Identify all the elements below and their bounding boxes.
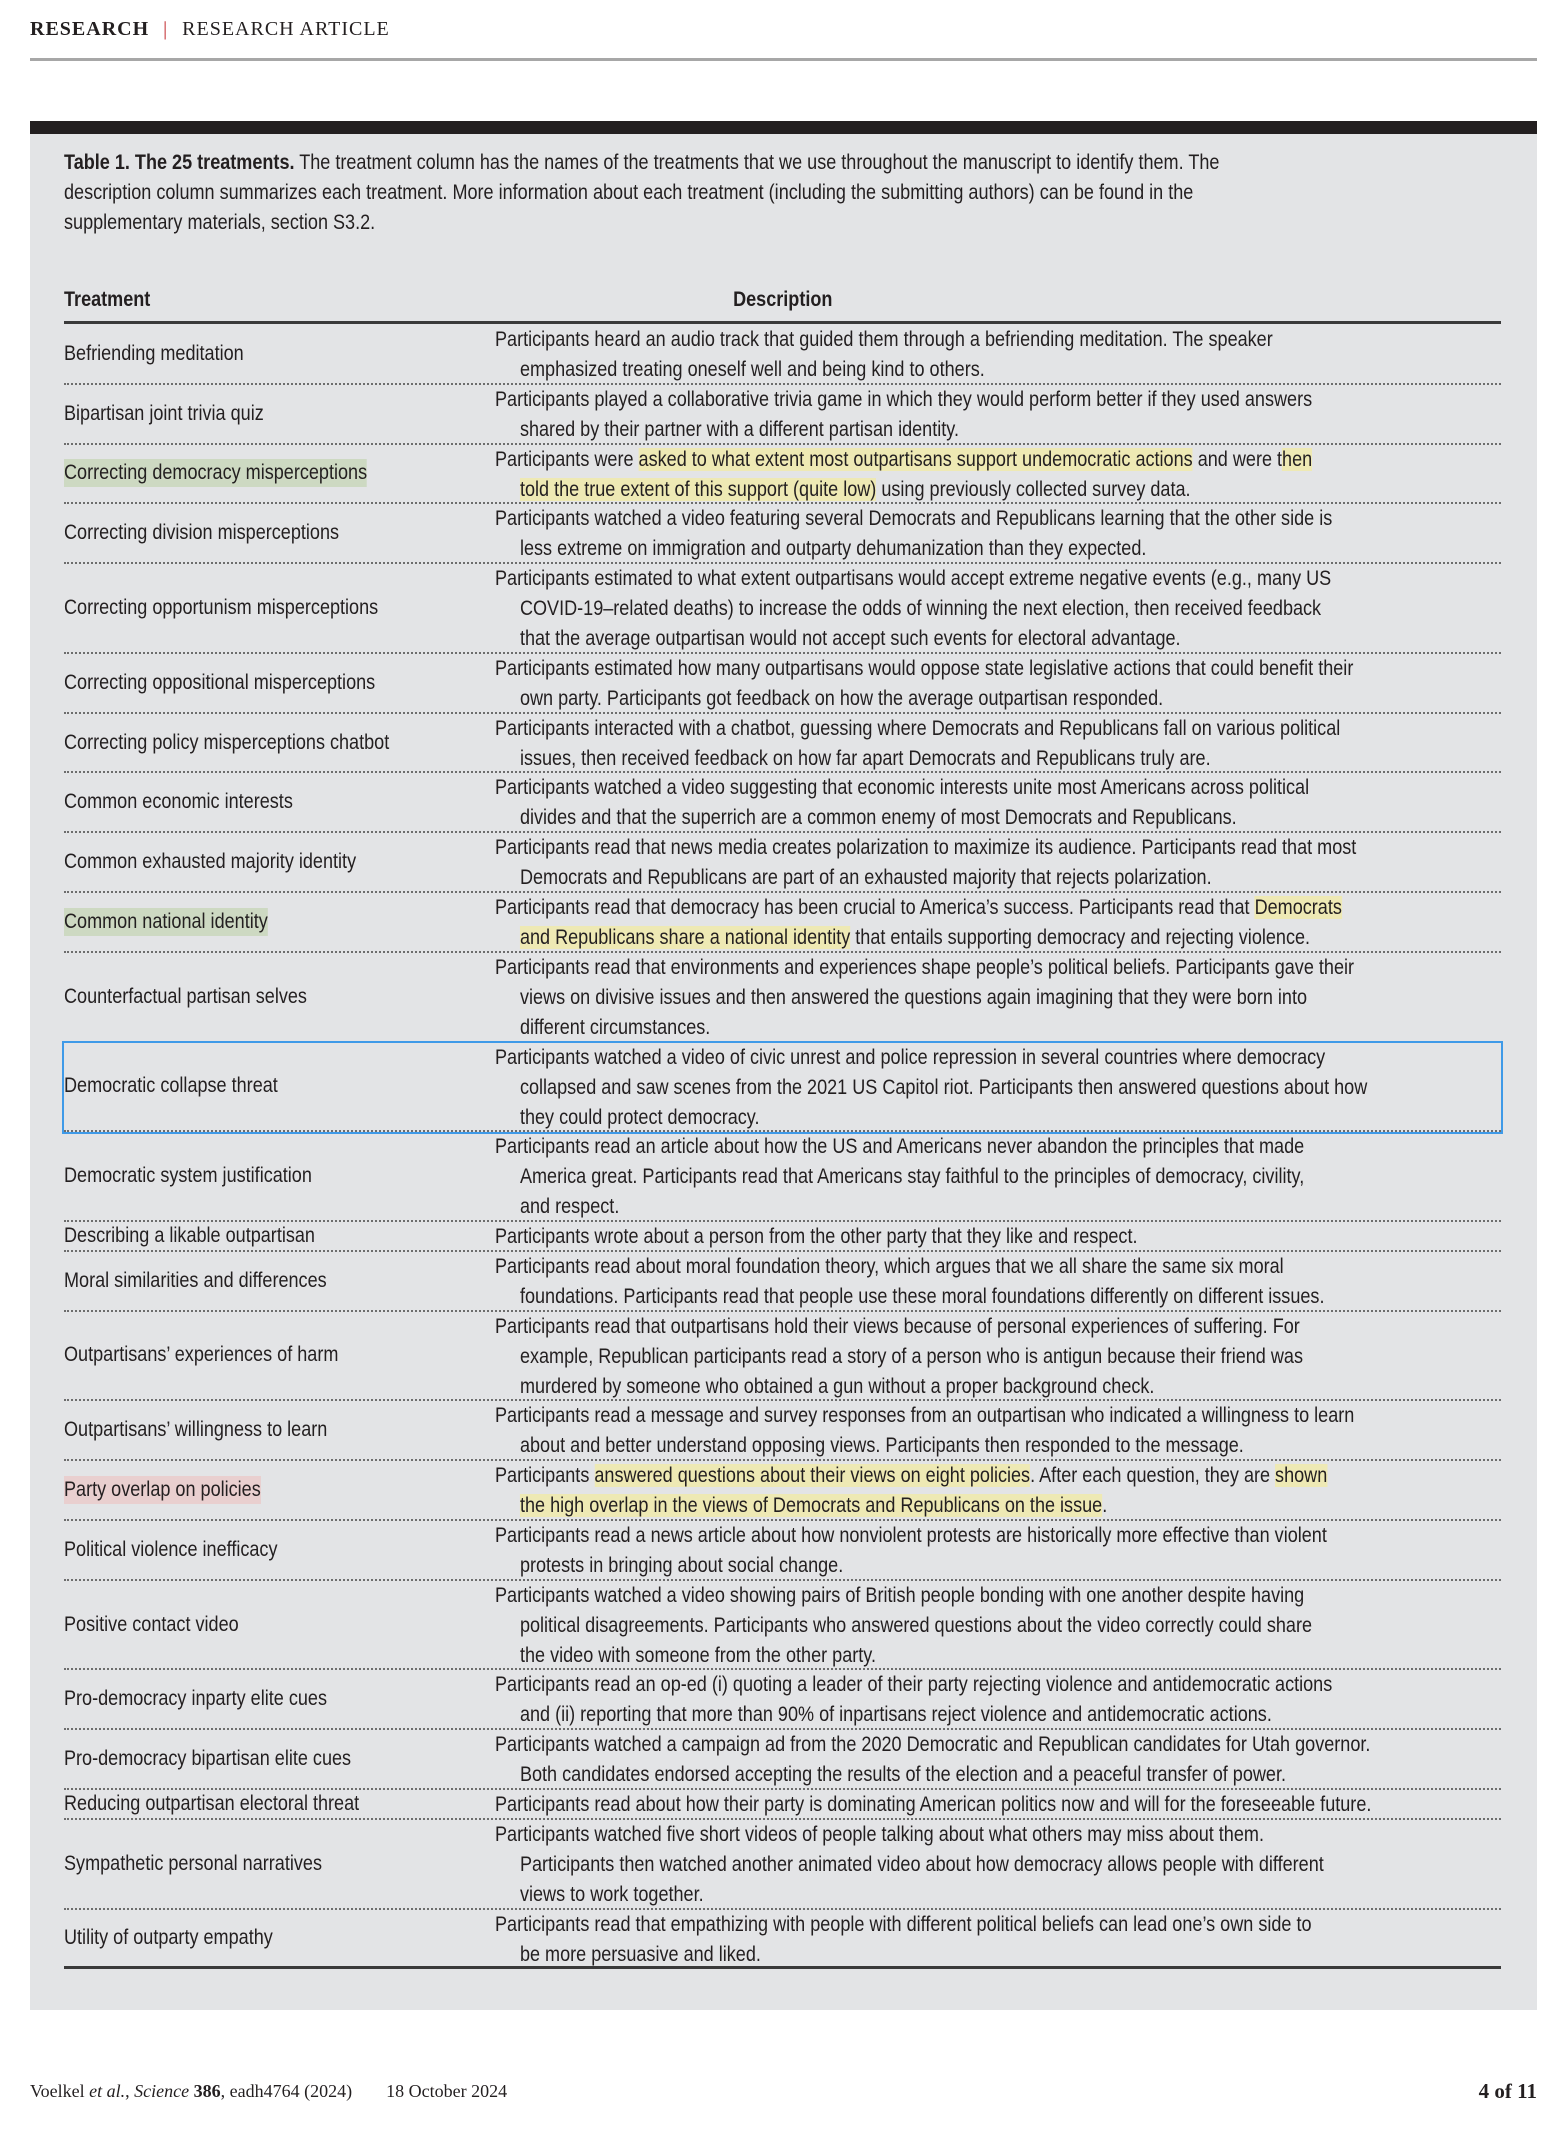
description-text: they could protect democracy. [519, 1105, 760, 1129]
description-line [495, 385, 1360, 415]
citation-footer [30, 2081, 507, 2102]
treatment-name: Party overlap on policies [64, 1476, 261, 1504]
description-line [495, 744, 1360, 774]
caption-title: Table 1. The 25 treatments. [64, 151, 295, 174]
treatment-name: Pro-democracy bipartisan elite cues [64, 1747, 352, 1771]
description-text: Participants interacted with a chatbot, guessing where Democrats and Republicans fall on various political [495, 716, 1341, 740]
table-row[interactable] [64, 1521, 1501, 1581]
description-text: Participants read about moral foundation theory, which argues that we all share the same six moral [495, 1254, 1284, 1278]
treatment-description [495, 1252, 1501, 1312]
description-line [495, 1073, 1368, 1103]
description-line [495, 863, 1360, 893]
description-text: Participants read that democracy has been crucial to America’s success. Participants read that [495, 896, 1255, 920]
description-line [495, 923, 1360, 953]
table-top-bar [30, 121, 1537, 134]
table-row[interactable] [64, 1820, 1501, 1910]
description-line [495, 1820, 1360, 1850]
description-line [495, 1670, 1360, 1700]
description-line [495, 325, 1360, 355]
highlighted-text: hen [1282, 447, 1313, 471]
highlighted-text: the high overlap in the views of Democrats and Republicans on the issue [519, 1494, 1103, 1518]
description-text: . [1102, 1494, 1108, 1518]
treatment-description [495, 325, 1501, 385]
treatment-description [495, 1312, 1501, 1402]
description-text: Participants then watched another animated video about how democracy allows people with different [519, 1852, 1324, 1876]
description-line [495, 1342, 1360, 1372]
description-text: Participants read a message and survey responses from an outpartisan who indicated a willingness to learn [495, 1404, 1355, 1428]
description-line [495, 1760, 1360, 1790]
table-row[interactable] [64, 1730, 1501, 1790]
description-line [495, 1043, 1360, 1073]
description-line [495, 475, 1360, 505]
treatment-name: Utility of outparty empathy [64, 1925, 273, 1949]
treatment-description [495, 504, 1501, 564]
table-row[interactable] [64, 504, 1501, 564]
description-text: Participants watched five short videos of people talking about what others may miss about them. [495, 1822, 1264, 1846]
treatment-description [495, 1581, 1501, 1671]
header-separator: | [163, 18, 169, 40]
description-line [495, 1700, 1360, 1730]
description-line [495, 594, 1360, 624]
description-text: Participants watched a video of civic unrest and police repression in several countries where democracy [495, 1045, 1326, 1069]
treatments-table-body [64, 325, 1501, 1969]
highlighted-text: asked to what extent most outpartisans support undemocratic actions [638, 447, 1193, 471]
description-text: Participants [495, 1464, 595, 1488]
treatment-description [495, 1461, 1501, 1521]
table-row[interactable] [64, 564, 1501, 654]
description-line [495, 833, 1360, 863]
description-text: own party. Participants got feedback on how the average outpartisan responded. [519, 686, 1164, 710]
description-text: issues, then received feedback on how far apart Democrats and Republicans truly are. [519, 746, 1211, 770]
description-text: Participants estimated how many outpartisans would oppose state legislative actions that could benefit their [495, 656, 1354, 680]
page-number: 4 of 11 [1478, 2079, 1537, 2103]
table-row[interactable] [64, 385, 1501, 445]
description-line [495, 893, 1360, 923]
description-text: foundations. Participants read that people use these moral foundations differently on different issues. [519, 1284, 1325, 1308]
description-text: Both candidates endorsed accepting the results of the election and a peaceful transfer of power. [519, 1763, 1286, 1787]
description-text: divides and that the superrich are a common enemy of most Democrats and Republicans. [519, 806, 1237, 830]
section-label: RESEARCH [30, 18, 150, 40]
description-line [495, 445, 1360, 475]
description-text: Participants read that empathizing with people with different political beliefs can lead one’s own side to [495, 1912, 1312, 1936]
treatment-name: Democratic system justification [64, 1164, 312, 1188]
treatment-name: Bipartisan joint trivia quiz [64, 401, 264, 425]
treatment-description [495, 1132, 1501, 1222]
table-row[interactable] [64, 325, 1501, 385]
description-text: and (ii) reporting that more than 90% of inpartisans reject violence and antidemocratic actions. [519, 1703, 1272, 1727]
highlighted-text: Democrats [1254, 896, 1342, 920]
table-row[interactable] [64, 1252, 1501, 1312]
treatment-description [495, 1910, 1501, 1970]
description-text: COVID-19–related deaths) to increase the odds of winning the next election, then received feedback [519, 597, 1322, 621]
table-row[interactable] [64, 1910, 1501, 1970]
description-text: Participants read that environments and experiences shape people’s political beliefs. Participants gave their [495, 955, 1355, 979]
description-line [495, 624, 1360, 654]
table-row[interactable] [64, 1790, 1501, 1820]
description-line [495, 1581, 1360, 1611]
description-text: Participants read that news media creates polarization to maximize its audience. Participants read that most [495, 836, 1357, 860]
description-text: Participants wrote about a person from the other party that they like and respect. [495, 1224, 1138, 1248]
treatment-description [495, 893, 1501, 953]
treatment-description [495, 1521, 1501, 1581]
table-row[interactable] [64, 445, 1501, 505]
table-row[interactable] [64, 1043, 1501, 1133]
table-row[interactable] [64, 654, 1501, 714]
description-text: Participants heard an audio track that guided them through a befriending meditation. The speaker [495, 328, 1273, 351]
caption-line: The treatment column has the names of the treatments that we use throughout the manuscript to identify them. The [294, 151, 1220, 174]
description-line [495, 1850, 1360, 1880]
description-text: Participants watched a video showing pairs of British people bonding with one another despite having [495, 1583, 1305, 1607]
description-line [495, 953, 1360, 983]
description-text: example, Republican participants read a story of a person who is antigun because their friend was [519, 1344, 1303, 1368]
description-line [495, 504, 1360, 534]
table-row[interactable] [64, 893, 1501, 953]
description-text: Democrats and Republicans are part of an exhausted majority that rejects polarization. [519, 866, 1212, 890]
description-text: different circumstances. [519, 1015, 711, 1039]
description-text: Participants read that outpartisans hold their views because of personal experiences of suffering. For [495, 1314, 1300, 1338]
description-line [495, 1252, 1360, 1282]
publication-date: 18 October 2024 [386, 2081, 508, 2101]
treatment-description [495, 773, 1501, 833]
table-row[interactable] [64, 1670, 1501, 1730]
description-line [495, 1611, 1360, 1641]
description-text: and were t [1192, 447, 1283, 471]
treatment-description [495, 1790, 1501, 1820]
treatment-description [495, 953, 1501, 1043]
treatment-description [495, 654, 1501, 714]
table-row[interactable] [64, 953, 1501, 1043]
description-line [495, 983, 1360, 1013]
highlighted-text: and Republicans share a national identity [519, 926, 851, 950]
description-line [495, 1431, 1360, 1461]
treatment-description [495, 1670, 1501, 1730]
treatment-description [495, 714, 1501, 774]
description-line [495, 1192, 1360, 1222]
description-text: murdered by someone who obtained a gun without a proper background check. [519, 1374, 1155, 1398]
treatment-name: Correcting democracy misperceptions [64, 459, 367, 487]
running-header [30, 18, 390, 41]
description-text: Participants read an article about how the US and Americans never abandon the principles that made [495, 1135, 1305, 1159]
table-row[interactable] [64, 1401, 1501, 1461]
description-line [495, 1372, 1360, 1402]
caption-line: supplementary materials, section S3.2. [64, 211, 376, 234]
description-text: that entails supporting democracy and rejecting violence. [850, 926, 1311, 950]
description-text: . After each question, they are [1030, 1464, 1276, 1488]
table-row[interactable] [64, 773, 1501, 833]
description-line [495, 355, 1360, 385]
description-text: Participants played a collaborative trivia game in which they would perform better if they used answers [495, 387, 1313, 411]
description-line [495, 773, 1360, 803]
description-line [495, 1641, 1360, 1671]
treatment-name: Political violence inefficacy [64, 1537, 278, 1561]
treatment-description [495, 1730, 1501, 1790]
description-line [495, 714, 1360, 744]
description-text: the video with someone from the other party. [519, 1643, 876, 1667]
description-line [495, 1730, 1371, 1760]
description-text: views on divisive issues and then answered the questions again imagining that they were born into [519, 985, 1308, 1009]
description-text: shared by their partner with a different partisan identity. [519, 417, 959, 441]
description-line [495, 1521, 1360, 1551]
description-line [495, 1013, 1360, 1043]
description-line [495, 1312, 1360, 1342]
treatment-name: Common national identity [64, 908, 268, 936]
description-text: protests in bringing about social change. [519, 1553, 844, 1577]
description-line [495, 1940, 1360, 1970]
description-text: using previously collected survey data. [876, 477, 1191, 501]
description-text: that the average outpartisan would not accept such events for electoral advantage. [519, 627, 1181, 651]
description-text: America great. Participants read that Americans stay faithful to the principles of democracy, civility, [519, 1165, 1305, 1189]
treatment-description [495, 1820, 1501, 1910]
treatment-name: Sympathetic personal narratives [64, 1851, 322, 1875]
treatment-name: Correcting policy misperceptions chatbot [64, 730, 390, 754]
description-text: Participants read about how their party is dominating American politics now and will for the foreseeable future. [495, 1792, 1372, 1816]
treatment-name: Befriending meditation [64, 341, 244, 365]
description-text: emphasized treating oneself well and being kind to others. [519, 358, 985, 381]
treatment-description [495, 1043, 1501, 1133]
citation: Voelkel et al., Science 386, eadh4764 (2024) [30, 2081, 353, 2101]
table-row[interactable] [64, 1312, 1501, 1402]
table-row[interactable] [64, 1581, 1501, 1671]
description-line [495, 1880, 1360, 1910]
description-text: Participants read a news article about how nonviolent protests are historically more effective than violent [495, 1523, 1327, 1547]
highlighted-text: told the true extent of this support (quite low) [519, 477, 877, 501]
description-text: Participants watched a video featuring several Democrats and Republicans learning that the other side is [495, 507, 1333, 531]
description-line [495, 1910, 1360, 1940]
description-line [495, 1103, 1360, 1133]
description-line [495, 564, 1360, 594]
table-row[interactable] [64, 1461, 1501, 1521]
table-caption [64, 148, 1500, 238]
treatment-name: Democratic collapse threat [64, 1074, 278, 1098]
treatment-name: Correcting division misperceptions [64, 521, 340, 545]
table-row[interactable] [64, 714, 1501, 774]
column-header-treatment: Treatment [64, 288, 151, 311]
description-text: Participants watched a video suggesting that economic interests unite most Americans across political [495, 776, 1310, 800]
highlighted-text: answered questions about their views on eight policies [594, 1464, 1031, 1488]
description-line [495, 1461, 1360, 1491]
description-text: political disagreements. Participants who answered questions about the video correctly could share [519, 1613, 1313, 1637]
description-text: and respect. [519, 1195, 620, 1219]
description-line [495, 1790, 1372, 1820]
table-row[interactable] [64, 1132, 1501, 1222]
description-text: be more persuasive and liked. [519, 1942, 761, 1966]
description-line [495, 1551, 1360, 1581]
description-line [495, 1132, 1360, 1162]
treatment-description [495, 445, 1501, 505]
column-header-description: Description [732, 288, 833, 311]
subsection-label: RESEARCH ARTICLE [182, 18, 390, 40]
description-text: about and better understand opposing views. Participants then responded to the message. [519, 1434, 1244, 1458]
description-text: less extreme on immigration and outparty dehumanization than they expected. [519, 537, 1147, 561]
treatment-name: Correcting opportunism misperceptions [64, 596, 379, 620]
description-text: views to work together. [519, 1882, 704, 1906]
description-text: collapsed and saw scenes from the 2021 US Capitol riot. Participants then answered questions about how [519, 1075, 1368, 1099]
treatment-name: Moral similarities and differences [64, 1268, 327, 1292]
description-text: Participants watched a campaign ad from the 2020 Democratic and Republican candidates for Utah governor. [495, 1733, 1371, 1757]
description-line [495, 1491, 1360, 1521]
table-row[interactable] [64, 833, 1501, 893]
caption-line: description column summarizes each treatment. More information about each treatment (including the submitting authors) can be found in the [64, 181, 1194, 204]
table-row[interactable] [64, 1222, 1501, 1252]
treatment-name: Positive contact video [64, 1612, 239, 1636]
table-header [64, 288, 1501, 322]
description-line [495, 654, 1360, 684]
highlighted-text: shown [1275, 1464, 1328, 1488]
description-text: Participants were [495, 447, 639, 471]
treatment-name: Describing a likable outpartisan [64, 1223, 315, 1247]
description-line [495, 1282, 1360, 1312]
treatment-name: Common exhausted majority identity [64, 850, 357, 874]
treatment-description [495, 1401, 1501, 1461]
header-rule-thick [64, 321, 1501, 324]
treatment-name: Correcting oppositional misperceptions [64, 670, 376, 694]
treatment-description [495, 385, 1501, 445]
treatment-name: Outpartisans’ willingness to learn [64, 1418, 328, 1442]
description-line [495, 803, 1360, 833]
treatment-name: Common economic interests [64, 790, 293, 814]
description-text: Participants read an op-ed (i) quoting a leader of their party rejecting violence and antidemocratic actions [495, 1673, 1333, 1697]
treatment-name: Pro-democracy inparty elite cues [64, 1687, 327, 1711]
treatment-name: Counterfactual partisan selves [64, 984, 307, 1008]
description-line [495, 415, 1360, 445]
description-line [495, 684, 1360, 714]
description-line [495, 1401, 1360, 1431]
description-line [495, 1162, 1360, 1192]
treatment-description [495, 564, 1501, 654]
treatment-name: Reducing outpartisan electoral threat [64, 1791, 360, 1815]
description-text: Participants estimated to what extent outpartisans would accept extreme negative events (e.g., many US [495, 567, 1332, 591]
description-line [495, 534, 1360, 564]
treatment-description [495, 1222, 1501, 1252]
treatment-name: Outpartisans’ experiences of harm [64, 1343, 339, 1367]
treatment-description [495, 833, 1501, 893]
header-rule [30, 58, 1537, 61]
description-line [495, 1222, 1360, 1252]
